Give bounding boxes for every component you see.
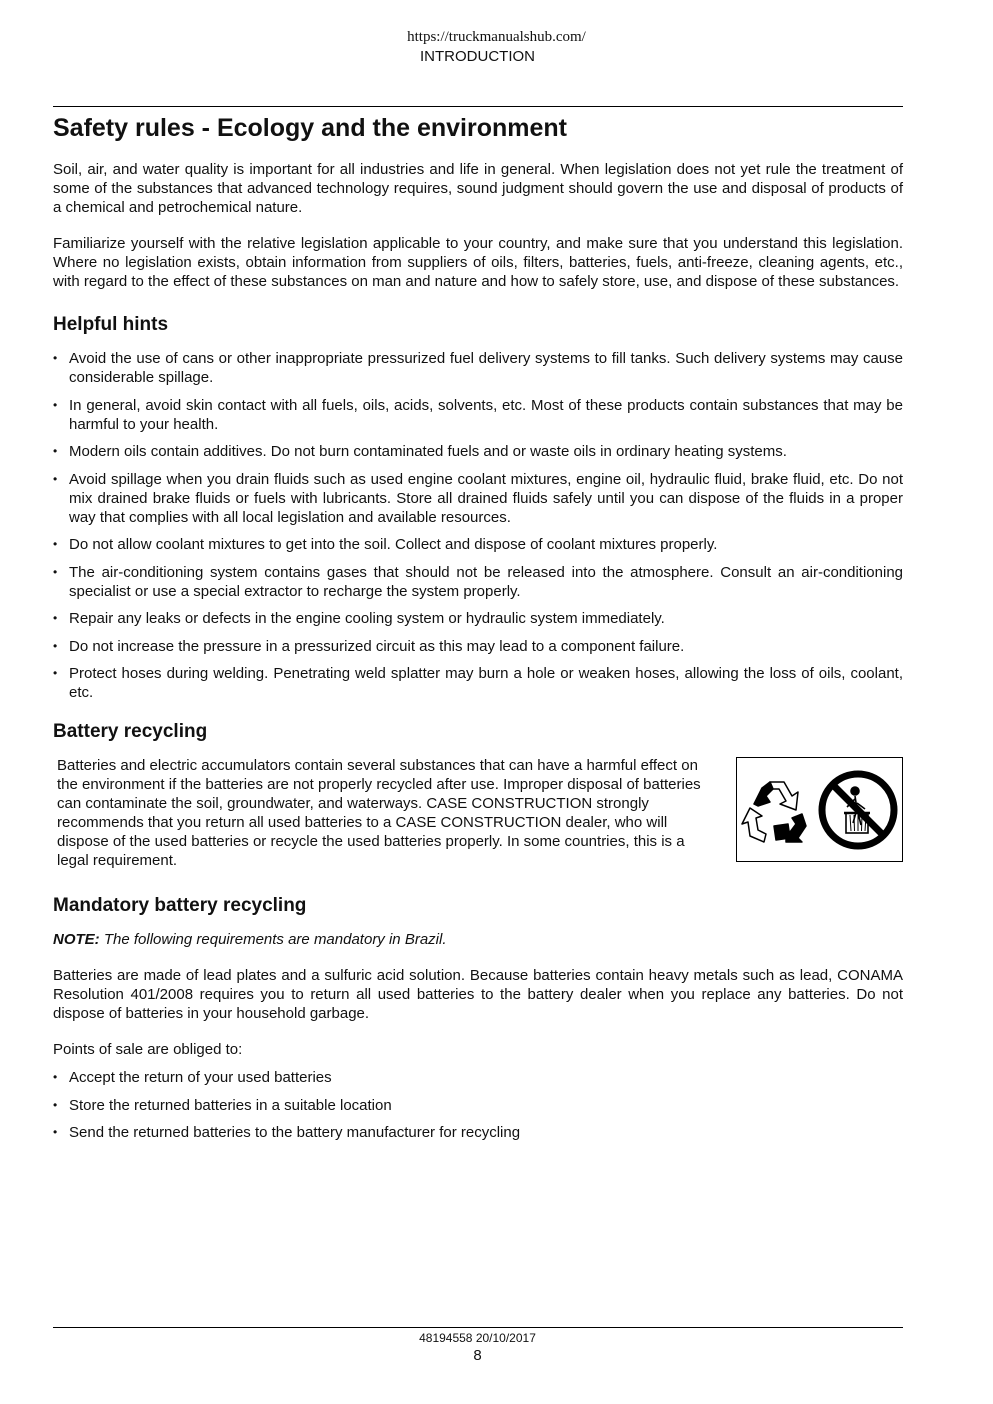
battery-recycling-text: Batteries and electric accumulators contain several substances that can have a harmful effect on the environment if the batteries are not properly recycled after use. Improper disposal of batteries can contaminate the soil, groundwater, and waterways. CASE CONSTRUCTION strongly recommends that you return all used batteries to a CASE CONSTRUCTION dealer, who will dispose of the used batteries or recycle the used batteries properly. In some countries, this is a legal requirement. [57,757,701,869]
list-item: • Avoid the use of cans or other inappropriate pressurized fuel delivery systems to fill tanks. Such delivery systems may cause considerable spillage. [53,349,903,387]
mandatory-recycling-heading: Mandatory battery recycling [53,895,307,916]
page-content [53,112,903,1160]
source-url: https://truckmanualshub.com/ [407,29,586,45]
obligations-intro: Points of sale are obliged to: [53,1041,243,1058]
battery-recycling-section [53,756,903,870]
obligations-list [53,1068,903,1142]
list-item: • In general, avoid skin contact with all fuels, oils, acids, solvents, etc. Most of these products contain substances that may be harmful to your health. [53,396,903,434]
mandatory-recycling-paragraph: Batteries are made of lead plates and a sulfuric acid solution. Because batteries contain heavy metals such as lead, CONAMA Resolution 401/2008 requires you to return all used batteries to the battery dealer when you replace any batteries. Do not dispose of batteries in your household garbage. [53,967,903,1022]
note-text: The following requirements are mandatory in Brazil. [99,931,447,948]
helpful-hints-list [53,349,903,702]
list-item: • Send the returned batteries to the battery manufacturer for recycling [53,1123,903,1142]
note [53,930,903,949]
no-trash-bin-icon [817,769,899,851]
recycle-icon [740,774,812,846]
list-item: • Accept the return of your used batteries [53,1068,903,1087]
list-item: • Protect hoses during welding. Penetrating weld splatter may burn a hole or weaken hoses, allowing the loss of oils, coolant, etc. [53,664,903,702]
note-label: NOTE: [53,931,100,948]
list-item: • Do not increase the pressure in a pressurized circuit as this may lead to a component failure. [53,637,903,656]
page-title: Safety rules - Ecology and the environment [53,114,568,142]
intro-paragraph-1: Soil, air, and water quality is important for all industries and life in general. When legislation does not yet rule the treatment of some of the substances that advanced technology requires, sound judgment should govern the use and disposal of products of a chemical and petrochemical nature. [53,161,903,216]
section-header: INTRODUCTION [420,48,535,65]
helpful-hints-heading: Helpful hints [53,314,169,335]
header-rule [53,106,903,107]
battery-recycling-heading: Battery recycling [53,721,208,742]
list-item: • Modern oils contain additives. Do not burn contaminated fuels and or waste oils in ordinary heating systems. [53,442,903,461]
list-item: • Do not allow coolant mixtures to get into the soil. Collect and dispose of coolant mixtures properly. [53,535,903,554]
list-item: • Store the returned batteries in a suitable location [53,1096,903,1115]
document-reference: 48194558 20/10/2017 [419,1331,536,1345]
recycling-pictogram [736,757,903,862]
intro-paragraph-2: Familiarize yourself with the relative legislation applicable to your country, and make sure that you understand this legislation. Where no legislation exists, obtain information from suppliers of oils, filters, batteries, fuels, anti-freeze, cleaning agents, etc., with regard to the effect of these substances on man and nature and how to safely store, use, and dispose of these substances. [53,235,903,290]
list-item: • Avoid spillage when you drain fluids such as used engine coolant mixtures, engine oil, hydraulic fluid, brake fluid, etc. Do not mix drained brake fluids or fuels with lubricants. Store all drained fluids safely until you can dispose of the fluids in a proper way that complies with all local legislation and available resources. [53,470,903,527]
list-item: • The air-conditioning system contains gases that should not be released into the atmosphere. Consult an air-conditioning specialist or use a special extractor to recharge the system properly. [53,563,903,601]
list-item: • Repair any leaks or defects in the engine cooling system or hydraulic system immediately. [53,609,903,628]
page-number: 8 [473,1347,482,1364]
footer-rule [53,1327,903,1328]
